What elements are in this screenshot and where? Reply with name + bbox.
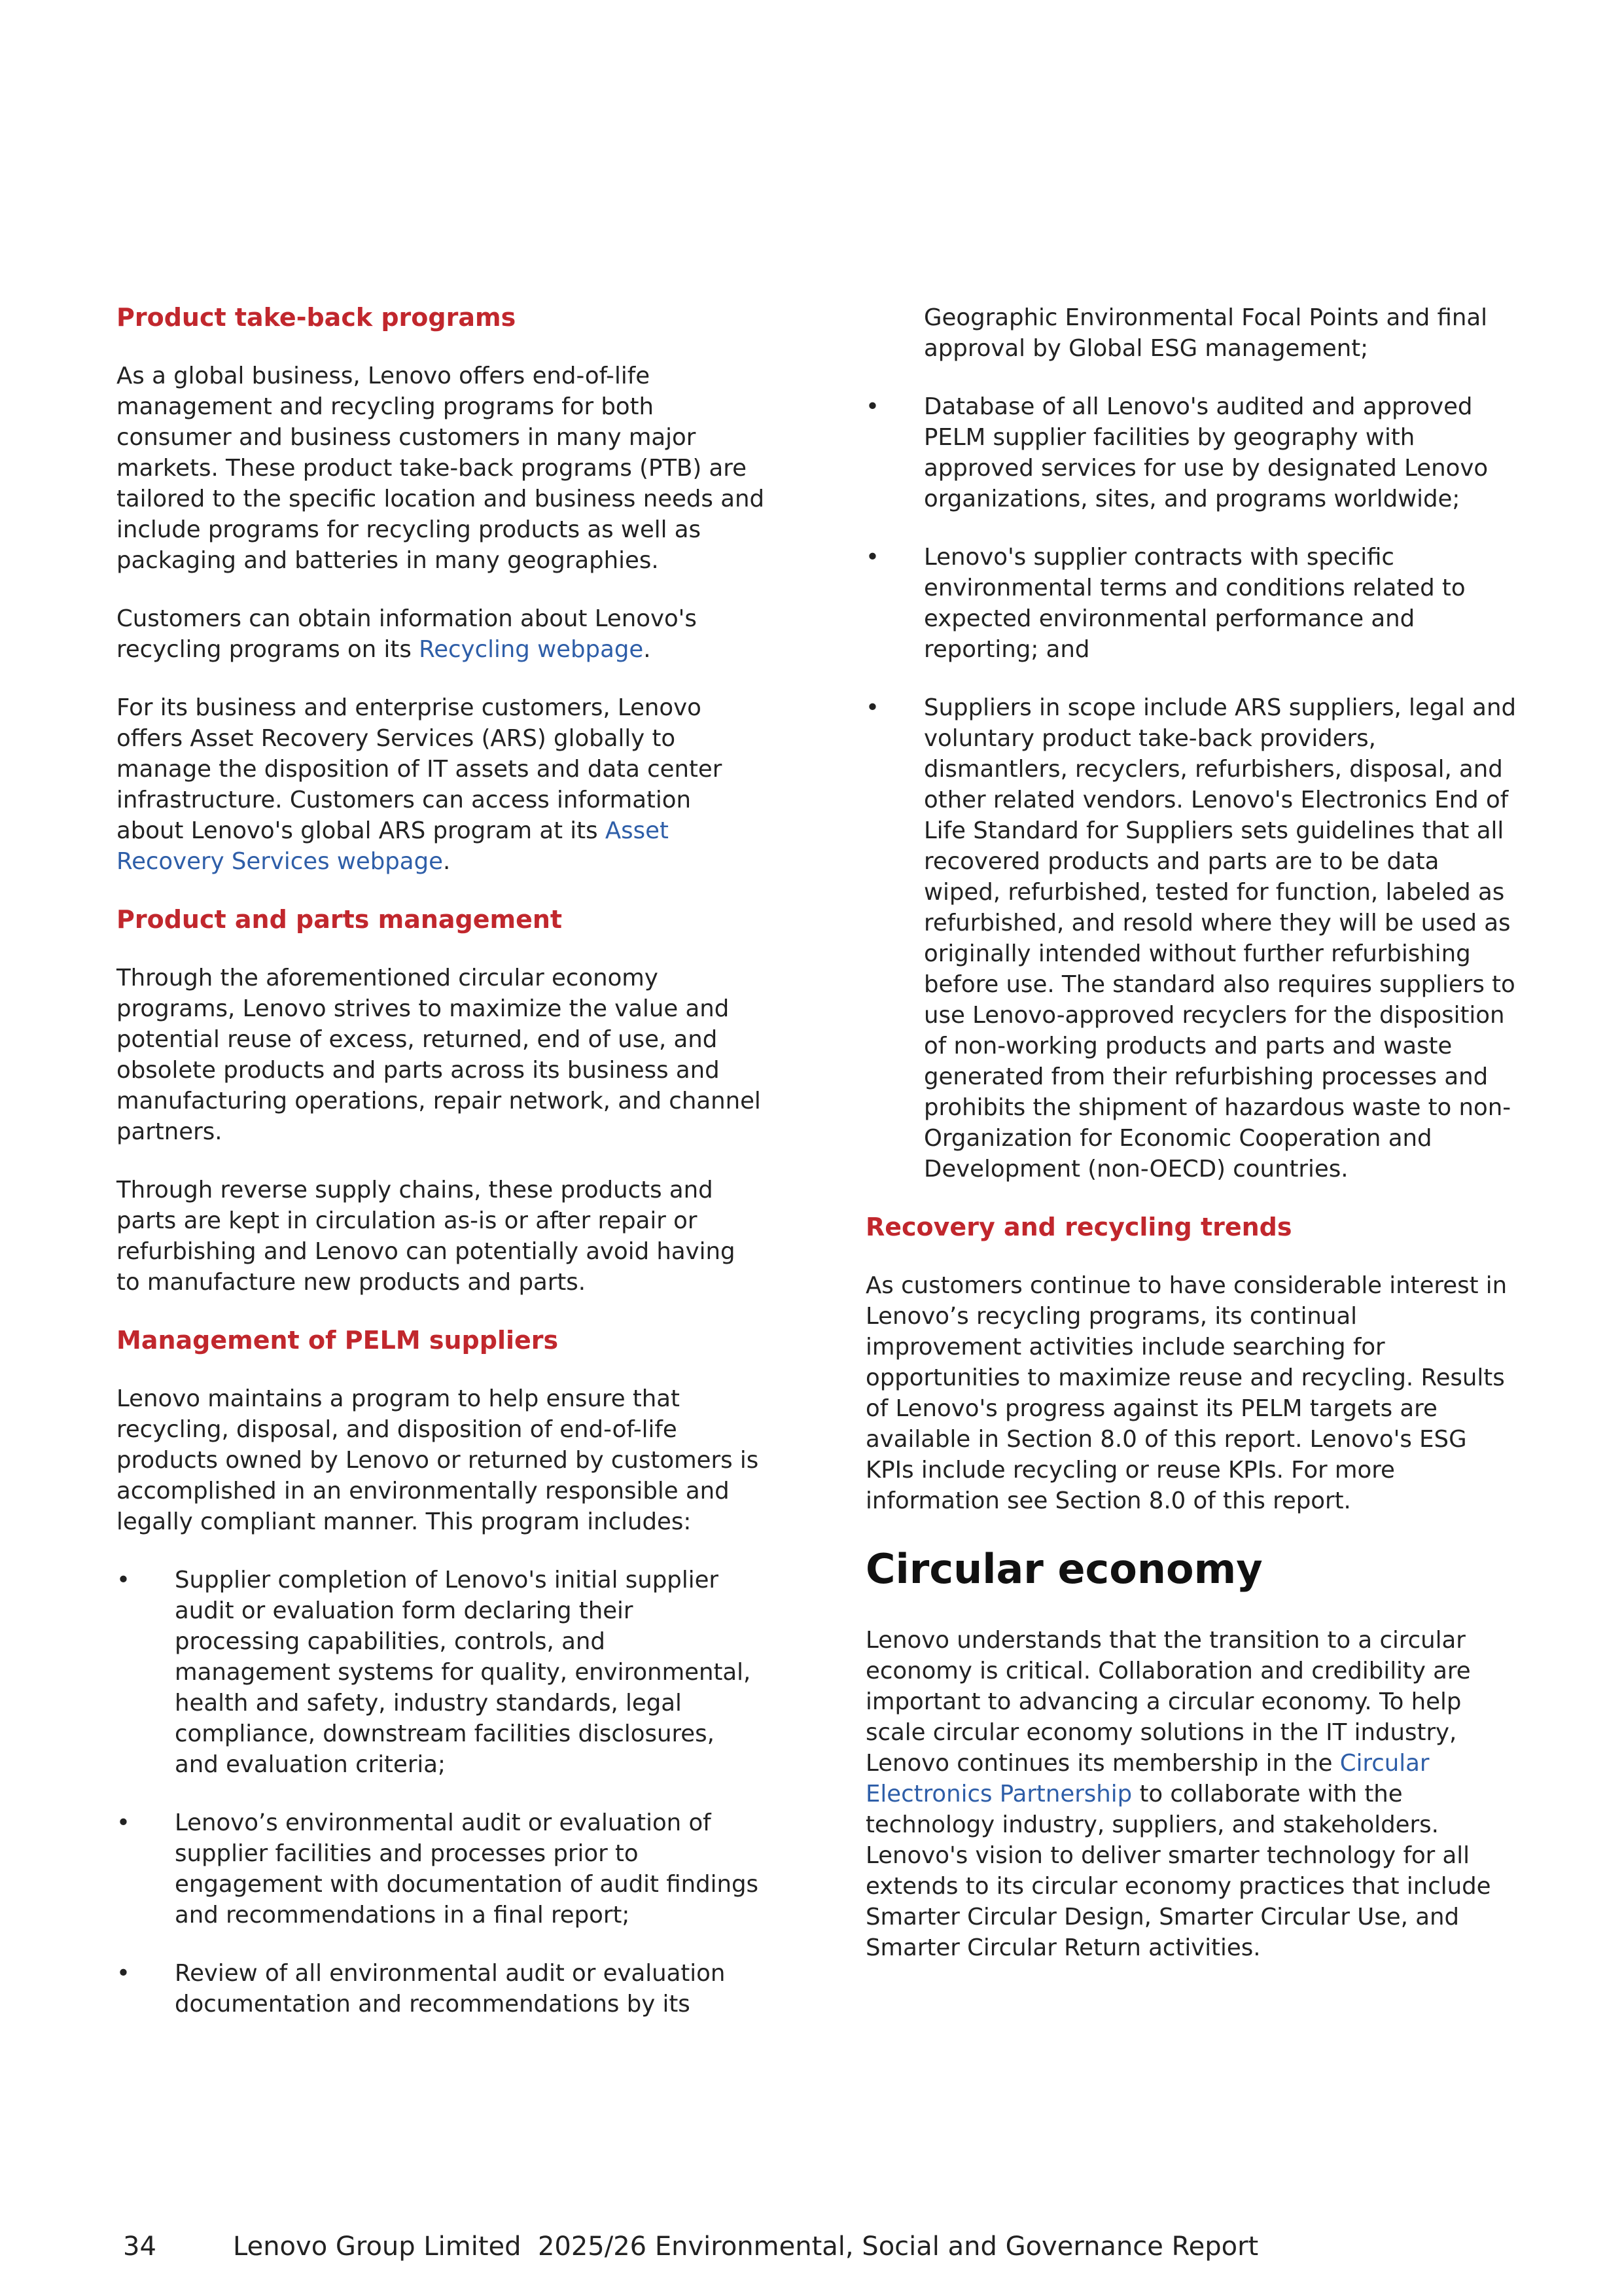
bullet-icon: • xyxy=(866,393,879,420)
asset-recovery-services-link[interactable]: Asset Recovery Services webpage xyxy=(116,817,669,875)
paragraph-recycling-trends: As customers continue to have considerable interest in Lenovo’s recycling programs, its continual improvement activities include searching for opportunities to maximize reuse and recycling. Results of Lenovo's progress against its PELM targets are available in Section 8.0 of this report. Lenovo's ESG KPIs include recycling or reuse KPIs. For more information see Section 8.0 of this report. xyxy=(866,1272,1508,1514)
list-item-continuation: Geographic Environmental Focal Points and final approval by Global ESG management; xyxy=(924,304,1487,362)
paragraph-text: . xyxy=(643,636,651,663)
paragraph-pelm-intro: Lenovo maintains a program to help ensure that recycling, disposal, and disposition of end-of-life products owned by Lenovo or returned by customers is accomplished in an environmentally responsible and legally compliant manner. This program includes: xyxy=(116,1385,759,1535)
heading-pelm-suppliers: Management of PELM suppliers xyxy=(116,1326,559,1355)
list-item xyxy=(866,542,1520,665)
paragraph-parts-1: Through the aforementioned circular economy programs, Lenovo strives to maximize the value and potential reuse of excess, returned, end of use, and obsolete products and parts across its business and manufacturing operations, repair network, and channel partners. xyxy=(116,965,761,1145)
paragraph-recycling-info xyxy=(116,603,764,665)
pelm-program-list-continued xyxy=(866,391,1520,1184)
recycling-webpage-link[interactable]: Recycling webpage xyxy=(419,636,644,663)
list-item xyxy=(116,1807,764,1930)
left-column xyxy=(116,302,764,2047)
report-title: Lenovo Group Limited 2025/26 Environmental, Social and Governance Report xyxy=(233,2232,1259,2262)
list-item-text: Review of all environmental audit or evaluation documentation and recommendations by its xyxy=(175,1960,726,2018)
page-footer xyxy=(123,2230,1258,2263)
paragraph-text: For its business and enterprise customers, Lenovo offers Asset Recovery Services (ARS) globally to manage the disposition of IT assets and data center infrastructure. Customers can access information about Lenovo's global ARS program at its xyxy=(116,694,722,844)
heading-parts-management: Product and parts management xyxy=(116,905,563,934)
paragraph-ars-info xyxy=(116,692,764,877)
paragraph-text: Customers can obtain information about Lenovo's recycling programs on its xyxy=(116,605,697,663)
paragraph-text: . xyxy=(442,848,451,875)
heading-recycling-trends: Recovery and recycling trends xyxy=(866,1213,1292,1241)
list-item xyxy=(116,1565,764,1780)
list-item xyxy=(866,391,1520,514)
paragraph-take-back-intro: As a global business, Lenovo offers end-of-life management and recycling programs for both consumer and business customers in many major markets. These product take-back programs (PTB) are tailored to the specific location and business needs and include programs for recycling products as well as packaging and batteries in many geographies. xyxy=(116,363,764,574)
pelm-program-list xyxy=(116,1565,764,2019)
paragraph-parts-2: Through reverse supply chains, these products and parts are kept in circulation as-is or after repair or refurbishing and Lenovo can potentially avoid having to manufacture new products and parts. xyxy=(116,1177,735,1296)
bullet-icon: • xyxy=(866,544,879,571)
bullet-icon: • xyxy=(116,1809,130,1836)
paragraph-text: Lenovo understands that the transition to a circular economy is critical. Collaboration and credibility are important to advancing a circular economy. To help scale circular economy solutions in the IT industry, Lenovo continues its membership in the xyxy=(866,1627,1471,1777)
paragraph-text: to collaborate with the technology industry, suppliers, and stakeholders. Lenovo's vision to deliver smarter technology for all extends to its circular economy practices that include Smarter Circular Design, Smarter Circular Use, and Smarter Circular Return activities. xyxy=(866,1781,1491,1961)
bullet-icon: • xyxy=(866,694,879,721)
list-item-text: Supplier completion of Lenovo's initial supplier audit or evaluation form declaring their processing capabilities, controls, and management systems for quality, environmental, health and safety, industry standards, legal compliance, downstream facilities disclosures, and evaluation criteria; xyxy=(175,1567,751,1778)
list-item-text: Suppliers in scope include ARS suppliers, legal and voluntary product take-back providers, dismantlers, recyclers, refurbishers, disposal, and other related vendors. Lenovo's Electronics End of Life Standard for Suppliers sets guidelines that all recovered products and parts are to be data wiped, refurbished, tested for function, labeled as refurbished, and resold where they will be used as originally intended without further refurbishing before use. The standard also requires suppliers to use Lenovo-approved recyclers for the disposition of non-working products and parts and waste generated from their refurbishing processes and prohibits the shipment of hazardous waste to non-Organization for Economic Cooperation and Development (non-OECD) countries. xyxy=(924,694,1516,1183)
list-item xyxy=(116,1958,764,2019)
list-item-text: Lenovo’s environmental audit or evaluation of supplier facilities and processes prior to engagement with documentation of audit findings and recommendations in a final report; xyxy=(175,1809,759,1929)
page-number: 34 xyxy=(123,2232,156,2262)
list-item-text: Database of all Lenovo's audited and approved PELM supplier facilities by geography with approved services for use by designated Lenovo organizations, sites, and programs worldwide; xyxy=(924,393,1489,512)
bullet-icon: • xyxy=(116,1960,130,1987)
section-title-circular-economy: Circular economy xyxy=(866,1545,1263,1593)
circular-electronics-partnership-link[interactable]: Circular Electronics Partnership xyxy=(866,1750,1430,1807)
bullet-icon: • xyxy=(116,1567,130,1593)
right-column xyxy=(866,302,1520,1991)
list-item-text: Lenovo's supplier contracts with specific environmental terms and conditions related to expected environmental performance and reporting; and xyxy=(924,544,1466,663)
heading-product-take-back: Product take-back programs xyxy=(116,303,516,332)
paragraph-circular-economy xyxy=(866,1625,1520,1963)
list-item xyxy=(866,692,1520,1184)
